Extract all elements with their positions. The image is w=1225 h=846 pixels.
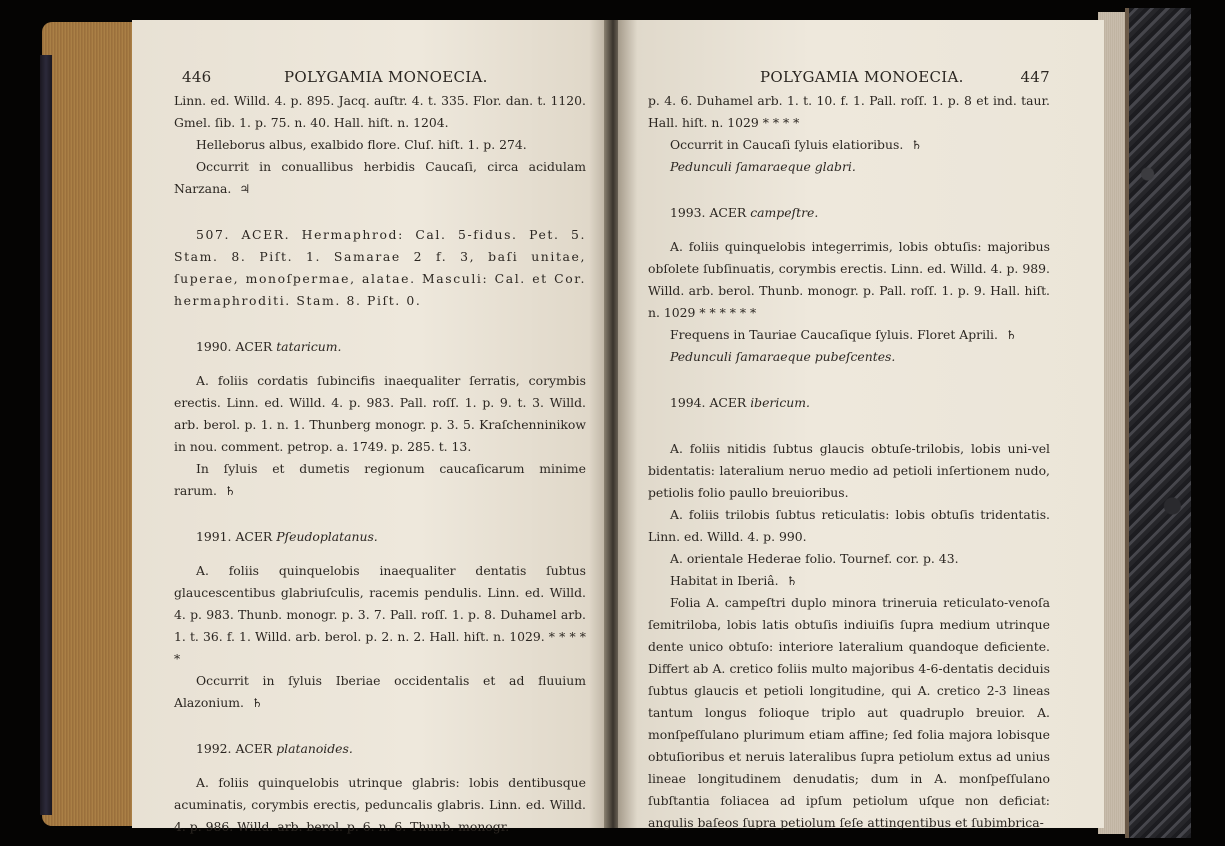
entry-number: 1992.	[196, 741, 232, 756]
spacer	[174, 312, 586, 336]
species-heading	[174, 526, 586, 548]
plant-habit-symbol: ♄	[224, 484, 236, 498]
spacer	[174, 358, 586, 370]
paragraph-text: 507. ACER. Hermaphrod: Cal. 5-fidus. Pet. 5. Stam. 8. Piſt. 1. Samarae 2 f. 3, baſi unitae, ſuperae, monoſpermae, alatae. Masculi: Cal. et Cor. hermaphroditi. Stam. 8. Piſt. 0.	[174, 227, 586, 308]
paragraph-text: A. foliis trilobis ſubtus reticulatis: lobis obtuſis tridentatis. Linn. ed. Willd. 4. p. 990.	[648, 507, 1050, 544]
species-name: Pſeudoplatanus.	[276, 529, 378, 544]
text-paragraph	[174, 772, 586, 838]
page-number: 446	[182, 68, 212, 86]
plant-habit-symbol: ♃	[239, 182, 251, 196]
text-paragraph	[648, 346, 1050, 368]
paragraph-text: Occurrit in conuallibus herbidis Caucaſi, circa acidulam Narzana.	[174, 159, 586, 196]
text-paragraph	[174, 370, 586, 458]
paragraph-text: Occurrit in ſyluis Iberiae occidentalis et ad fluuium Alazonium.	[174, 673, 586, 710]
genus-name: ACER	[235, 339, 273, 354]
species-name: campeſtre.	[750, 205, 819, 220]
paragraph-text: Habitat in Iberiâ.	[670, 573, 779, 588]
spacer	[174, 502, 586, 526]
species-heading	[648, 202, 1050, 224]
genus-name: ACER	[235, 741, 273, 756]
genus-description	[174, 224, 586, 312]
paragraph-text: In ſyluis et dumetis regionum caucaſicarum minime rarum.	[174, 461, 586, 498]
genus-name: ACER	[235, 529, 273, 544]
right-page-text	[648, 90, 1050, 834]
left-running-head	[174, 62, 586, 90]
text-paragraph	[648, 134, 1050, 156]
marbled-cover	[1125, 8, 1191, 838]
paragraph-text: Folia A. campeſtri duplo minora trineruia reticulato-venoſa ſemitriloba, lobis latis obtuſis indiuiſis ſupra medium utrinque dente unico obtuſo: interiore lateralium quandoque deficiente. Differt ab A. cretico foliis multo majoribus 4-6-dentatis deciduis ſubtus glaucis et petioli longitudine, qui A. cretico 2-3 lineas tantum longus folioque triplo aut quadruplo breuior. A. monſpeſſulano plurimum etiam affine; ſed folia majora lobisque obtuſioribus et neruis lateralibus ſupra petiolum extus ad unius lineae longitudinem denudatis; dum in A. monſpeſſulano ſubſtantia foliacea ad ipſum petiolum uſque non deficiat: angulis baſeos ſupra petiolum ſeſe attingentibus et ſubimbrica-	[648, 595, 1050, 830]
running-title: POLYGAMIA MONOECIA.	[760, 68, 964, 86]
spacer	[648, 368, 1050, 392]
paragraph-text: Frequens in Tauriae Caucaſique ſyluis. Floret Aprili.	[670, 327, 998, 342]
genus-name: ACER	[709, 205, 747, 220]
paragraph-text: Linn. ed. Willd. 4. p. 895. Jacq. auſtr. 4. t. 335. Flor. dan. t. 1120. Gmel. ſib. 1. p. 75. n. 40. Hall. hiſt. n. 1204.	[174, 93, 586, 130]
paragraph-text: Helleborus albus, exalbido flore. Cluſ. hiſt. 1. p. 274.	[196, 137, 527, 152]
text-paragraph	[174, 670, 586, 714]
entry-number: 1993.	[670, 205, 706, 220]
spacer	[174, 548, 586, 560]
running-title: POLYGAMIA MONOECIA.	[284, 68, 488, 86]
paragraph-text: Occurrit in Caucaſi ſyluis elatioribus.	[670, 137, 904, 152]
species-name: platanoides.	[276, 741, 353, 756]
spacer	[174, 714, 586, 738]
paragraph-text: A. foliis quinquelobis inaequaliter dentatis ſubtus glaucescentibus glabriuſculis, racemis pendulis. Linn. ed. Willd. 4. p. 983. Thunb. monogr. p. 3. 7. Pall. roſſ. 1. p. 8. Duhamel arb. 1. t. 36. f. 1. Willd. arb. berol. p. 2. n. 2. Hall. hiſt. n. 1029. * * * * *	[174, 563, 586, 666]
text-paragraph	[648, 504, 1050, 548]
text-paragraph	[174, 560, 586, 670]
text-paragraph	[648, 236, 1050, 324]
paragraph-text: A. foliis quinquelobis utrinque glabris: lobis dentibusque acuminatis, corymbis erectis, peduncalis glabris. Linn. ed. Willd. 4. p. 986. Willd. arb. berol. p. 6. n. 6. Thunb. monogr.	[174, 775, 586, 834]
spacer	[648, 414, 1050, 438]
spacer	[174, 200, 586, 224]
left-cover-edge	[40, 55, 52, 815]
left-page-text	[174, 90, 586, 838]
species-name: tataricum.	[276, 339, 342, 354]
page-number: 447	[1020, 68, 1050, 86]
paragraph-text: A. orientale Hederae folio. Tournef. cor. p. 43.	[670, 551, 959, 566]
text-paragraph	[174, 134, 586, 156]
text-paragraph	[648, 438, 1050, 504]
text-paragraph	[648, 548, 1050, 570]
plant-habit-symbol: ♄	[911, 138, 923, 152]
paragraph-text: A. foliis cordatis ſubincifis inaequaliter ſerratis, corymbis erectis. Linn. ed. Willd. 4. p. 983. Pall. roſſ. 1. p. 9. t. 3. Willd. arb. berol. p. 1. n. 1. Thunberg monogr. p. 3. 5. Kraſchenninikow in nou. comment. petrop. a. 1749. p. 285. t. 13.	[174, 373, 586, 454]
genus-name: ACER	[709, 395, 747, 410]
species-heading	[174, 738, 586, 760]
text-paragraph	[648, 156, 1050, 178]
text-paragraph	[174, 458, 586, 502]
spacer	[648, 178, 1050, 202]
species-heading	[648, 392, 1050, 414]
text-paragraph	[174, 156, 586, 200]
text-paragraph	[648, 324, 1050, 346]
paragraph-text: A. foliis quinquelobis integerrimis, lobis obtuſis: majoribus obſolete ſubſinuatis, corymbis erectis. Linn. ed. Willd. 4. p. 989. Willd. arb. berol. Thunb. monogr. p. Pall. roſſ. 1. p. 9. Hall. hiſt. n. 1029 * * * * * *	[648, 239, 1050, 320]
right-running-head	[648, 62, 1050, 90]
paragraph-text: Pedunculi ſamaraeque pubeſcentes.	[670, 349, 896, 364]
entry-number: 1990.	[196, 339, 232, 354]
text-paragraph	[648, 570, 1050, 592]
plant-habit-symbol: ♄	[786, 574, 798, 588]
left-page	[132, 20, 608, 834]
right-page	[618, 20, 1104, 828]
entry-number: 1994.	[670, 395, 706, 410]
species-heading	[174, 336, 586, 358]
paragraph-text: p. 4. 6. Duhamel arb. 1. t. 10. f. 1. Pall. roſſ. 1. p. 8 et ind. taur. Hall. hiſt. n. 1029 * * * *	[648, 93, 1050, 130]
paragraph-text: A. foliis nitidis ſubtus glaucis obtuſe-trilobis, lobis uni-vel bidentatis: lateralium neruo medio ad petioli inſertionem nudo, petiolis folio paullo breuioribus.	[648, 441, 1050, 500]
spacer	[648, 224, 1050, 236]
text-paragraph	[648, 90, 1050, 134]
left-page-edges	[42, 22, 138, 826]
spacer	[174, 760, 586, 772]
paragraph-text: Pedunculi ſamaraeque glabri.	[670, 159, 856, 174]
plant-habit-symbol: ♄	[1005, 328, 1017, 342]
entry-number: 1991.	[196, 529, 232, 544]
plant-habit-symbol: ♄	[251, 696, 263, 710]
text-paragraph	[648, 592, 1050, 834]
text-paragraph	[174, 90, 586, 134]
species-name: ibericum.	[750, 395, 810, 410]
